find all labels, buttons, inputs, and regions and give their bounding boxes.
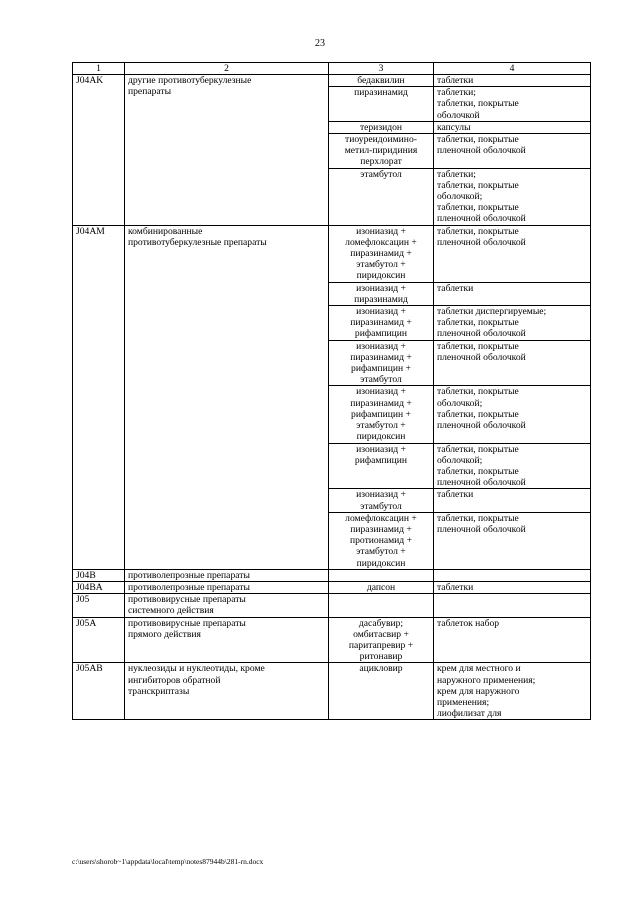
table-row	[73, 569, 591, 581]
table-row	[73, 594, 591, 617]
atc-code-cell: J04B	[73, 569, 125, 581]
dosage-form-text: таблетки, покрытые пленочной оболочкой	[437, 225, 526, 248]
group-name-text: комбинированные противотуберкулезные препараты	[128, 225, 267, 248]
dosage-form-text: таблетки	[437, 489, 474, 501]
drug-name-cell	[329, 168, 434, 225]
drug-name-cell	[329, 121, 434, 133]
dosage-form-cell	[434, 306, 591, 341]
dosage-form-text: таблетки диспергируемые; таблетки, покрытые пленочной оболочкой	[437, 306, 547, 340]
atc-code-cell: J04AK	[73, 75, 125, 226]
drug-name-cell	[329, 594, 434, 617]
drug-name-text: изониазид + пиразинамид + рифампицин	[350, 306, 412, 340]
column-header: 3	[329, 63, 434, 75]
table-row	[73, 617, 591, 663]
group-name-cell	[125, 617, 329, 663]
atc-code-cell: J04BA	[73, 581, 125, 593]
dosage-form-cell	[434, 386, 591, 443]
dosage-form-cell	[434, 594, 591, 617]
group-name-text: другие противотуберкулезные препараты	[128, 75, 252, 98]
dosage-form-text: таблетки	[437, 282, 474, 294]
drug-name-text: дапсон	[366, 581, 396, 593]
drug-name-text: изониазид + рифампицин	[354, 443, 408, 466]
group-name-cell	[125, 75, 329, 226]
drug-name-cell	[329, 512, 434, 569]
group-name-cell	[125, 581, 329, 593]
drug-name-cell	[329, 663, 434, 720]
table-body	[73, 75, 591, 720]
dosage-form-cell	[434, 168, 591, 225]
drug-name-cell	[329, 569, 434, 581]
drug-name-cell	[329, 87, 434, 122]
atc-code-cell: J05	[73, 594, 125, 617]
group-name-text: противолепрозные препараты	[128, 569, 250, 581]
dosage-form-cell	[434, 663, 591, 720]
dosage-form-cell	[434, 134, 591, 169]
group-name-cell	[125, 594, 329, 617]
page-number: 23	[315, 38, 325, 49]
drug-name-text: ломефлоксацин + пиразинамид + протионамид + этамбутол + пиридоксин	[345, 512, 417, 569]
dosage-form-text: таблетки	[437, 581, 474, 593]
footer-file-path: c:\users\shorob~1\appdata\local\temp\notes87944b\281-rn.docx	[72, 857, 264, 866]
drug-name-text: изониазид + пиразинамид + рифампицин + этамбутол	[350, 340, 412, 386]
header-row	[73, 63, 591, 75]
dosage-form-cell	[434, 489, 591, 512]
drug-name-text: бедаквилин	[357, 75, 405, 86]
dosage-form-cell	[434, 75, 591, 87]
drug-name-cell	[329, 306, 434, 341]
dosage-form-cell	[434, 282, 591, 305]
dosage-form-text: капсулы	[437, 121, 471, 133]
drug-table	[72, 62, 591, 720]
dosage-form-cell	[434, 512, 591, 569]
dosage-form-cell	[434, 340, 591, 386]
table-row	[73, 581, 591, 593]
column-header: 4	[434, 63, 591, 75]
drug-name-text: этамбутол	[360, 168, 402, 180]
dosage-form-cell	[434, 87, 591, 122]
drug-name-text: тиоуреидоимино- метил-пиридиния перхлорат	[344, 134, 418, 168]
column-header: 1	[73, 63, 125, 75]
dosage-form-cell	[434, 581, 591, 593]
dosage-form-text: таблетки, покрытые оболочкой; таблетки, покрытые пленочной оболочкой	[437, 386, 526, 432]
atc-code-cell: J04AM	[73, 225, 125, 569]
drug-name-text: изониазид + этамбутол	[356, 489, 406, 512]
dosage-form-text: крем для местного и наружного применения; крем для наружного применения; лиофилизат для	[437, 663, 536, 720]
column-header: 2	[125, 63, 329, 75]
dosage-form-cell	[434, 569, 591, 581]
dosage-form-text: таблетки, покрытые пленочной оболочкой	[437, 340, 526, 363]
table-header	[73, 63, 591, 75]
drug-name-cell	[329, 386, 434, 443]
drug-name-text: изониазид + пиразинамид + рифампицин + этамбутол + пиридоксин	[350, 386, 412, 443]
dosage-form-text: таблетки, покрытые пленочной оболочкой	[437, 134, 526, 157]
dosage-form-cell	[434, 617, 591, 663]
group-name-text: противовирусные препараты системного действия	[128, 594, 246, 617]
group-name-text: нуклеозиды и нуклеотиды, кроме ингибиторов обратной транскриптазы	[128, 663, 265, 697]
dosage-form-text: таблетки; таблетки, покрытые оболочкой	[437, 87, 519, 121]
drug-name-cell	[329, 443, 434, 489]
table-row	[73, 75, 591, 87]
table-row	[73, 225, 591, 282]
group-name-cell	[125, 569, 329, 581]
atc-code-cell: J05AB	[73, 663, 125, 720]
dosage-form-text: таблеток набор	[437, 617, 500, 629]
drug-name-text: теризидон	[359, 121, 403, 133]
dosage-form-text: таблетки, покрытые пленочной оболочкой	[437, 512, 526, 535]
drug-name-text: изониазид + пиразинамид	[354, 282, 408, 305]
drug-name-text: изониазид + ломефлоксацин + пиразинамид + этамбутол + пиридоксин	[345, 225, 417, 282]
drug-name-cell	[329, 225, 434, 282]
drug-name-text: дасабувир; омбитасвир + паритапревир + ритонавир	[348, 617, 414, 663]
drug-name-cell	[329, 489, 434, 512]
drug-name-cell	[329, 581, 434, 593]
atc-code-cell: J05A	[73, 617, 125, 663]
drug-name-text: ацикловир	[359, 663, 403, 675]
group-name-text: противолепрозные препараты	[128, 581, 250, 593]
group-name-text: противовирусные препараты прямого действия	[128, 617, 246, 640]
dosage-form-cell	[434, 443, 591, 489]
dosage-form-text: таблетки	[437, 75, 474, 86]
dosage-form-cell	[434, 225, 591, 282]
dosage-form-cell	[434, 121, 591, 133]
table-row	[73, 663, 591, 720]
group-name-cell	[125, 663, 329, 720]
drug-name-cell	[329, 134, 434, 169]
drug-name-cell	[329, 282, 434, 305]
drug-name-cell	[329, 340, 434, 386]
group-name-cell	[125, 225, 329, 569]
drug-name-text: пиразинамид	[354, 87, 408, 99]
drug-name-cell	[329, 617, 434, 663]
dosage-form-text: таблетки, покрытые оболочкой; таблетки, покрытые пленочной оболочкой	[437, 443, 526, 489]
dosage-form-text: таблетки; таблетки, покрытые оболочкой; таблетки, покрытые пленочной оболочкой	[437, 168, 526, 225]
drug-name-cell	[329, 75, 434, 87]
